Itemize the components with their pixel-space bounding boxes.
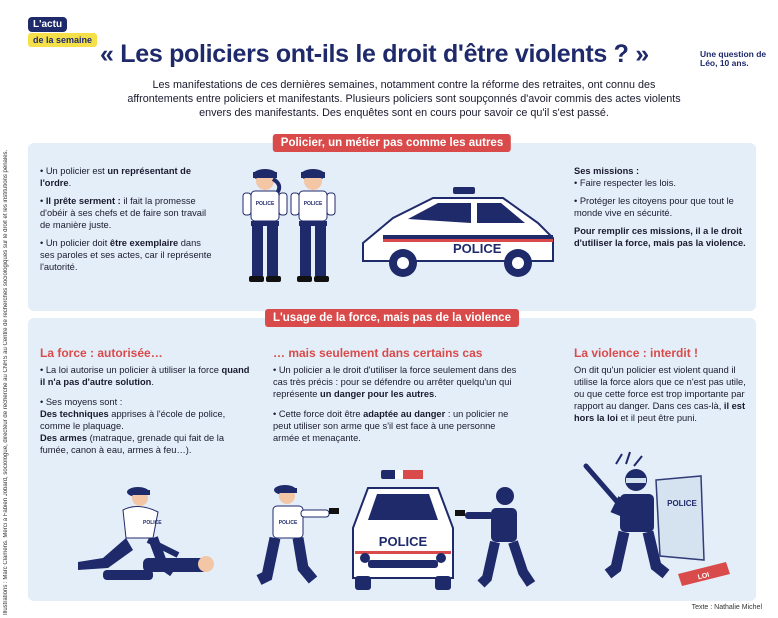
police-car-side-illustration <box>353 183 563 288</box>
section-header-metier: Policier, un métier pas comme les autres <box>273 134 511 152</box>
metier-left-text: • Un policier est un représentant de l'ordre. • Il prête serment : il fait la promesse d'obéir à ses chefs et de faire son travail de manière juste. • Un policier doit être exemplaire dans ses paroles et ses actes, car il représente l'autorité. <box>40 166 212 272</box>
missions-title: Ses missions : <box>574 166 640 176</box>
page-title: « Les policiers ont-ils le droit d'être violents ? » <box>100 40 649 68</box>
sign-label: LOI <box>697 571 711 582</box>
riot-officer-illustration <box>576 450 741 595</box>
section-badge <box>28 14 97 47</box>
badge-line2: de la semaine <box>28 33 97 47</box>
plaquage-illustration <box>48 480 218 590</box>
panel-metier <box>28 137 756 311</box>
col1-text: • La loi autorise un policier à utiliser la force quand il n'a pas d'autre solution. • Ses moyens sont : Des techniques apprises à l'école de police, comme le plaquage. Des armes (matraque, grenade qui fait de la fumée, canon à eau, armes à feu…). <box>40 365 250 455</box>
police-officers-illustration <box>233 159 343 307</box>
left-officer-badge-text: POLICE <box>278 520 298 526</box>
panel-force <box>28 312 756 601</box>
col1-title: La force : autorisée… <box>40 346 163 360</box>
col2-title: … mais seulement dans certains cas <box>273 346 483 360</box>
police-car-front-illustration <box>243 468 543 598</box>
officer2-badge-text: POLICE <box>303 201 323 207</box>
credits: Illustrations : Marc Clamens. Merci à Fabien Jobard, sociologue, directeur de recherche au CNRS au Centre de recherches sociologiques sur le droit et les institutions pénales. <box>3 149 9 615</box>
author-signature: Texte : Nathalie Michel <box>691 604 762 611</box>
intro-paragraph: Les manifestations de ces dernières semaines, notamment contre la réforme des retraites, ont connu des affrontements entre policiers et manifestants. Plusieurs policiers sont soupçonnés d'avoir commis des actes violents envers des manifestants. Des enquêtes sont en cours pour savoir ce qu'il s'est passé. <box>127 79 681 119</box>
section-header-force: L'usage de la force, mais pas de la violence <box>265 309 519 327</box>
col2-text: • Un policier a le droit d'utiliser la force seulement dans des cas très précis : pour se défendre ou arrêter quelqu'un qui représente un danger pour les autres. • Cette force doit être adaptée au danger : un policier ne peut utiliser son arme que s'il est face à une personne armée et menaçante. <box>273 365 517 443</box>
car-front-label: POLICE <box>378 534 428 549</box>
car-side-label: POLICE <box>453 241 502 256</box>
missions-conclusion: Pour remplir ces missions, il a le droit d'utiliser la force, mais pas la violence. <box>574 226 746 248</box>
badge-line1: L'actu <box>28 17 67 32</box>
missions-text: Ses missions : • Faire respecter les lois. • Protéger les citoyens pour que tout le monde vive en sécurité. Pour remplir ces missions, il a le droit d'utiliser la force, mais pas la violence. <box>574 166 746 248</box>
col3-title: La violence : interdit ! <box>574 346 699 360</box>
question-author: Une question de Léo, 10 ans. <box>700 49 767 68</box>
plaquage-badge-text: POLICE <box>143 520 162 526</box>
officer1-badge-text: POLICE <box>255 201 275 207</box>
shield-label: POLICE <box>667 499 697 508</box>
col3-text: On dit qu'un policier est violent quand il utilise la force alors que ce n'est pas utile, ou que cette force est trop importante par rapport au danger. Dans ces cas-là, il est hors la loi et il peut être puni. <box>574 365 746 423</box>
